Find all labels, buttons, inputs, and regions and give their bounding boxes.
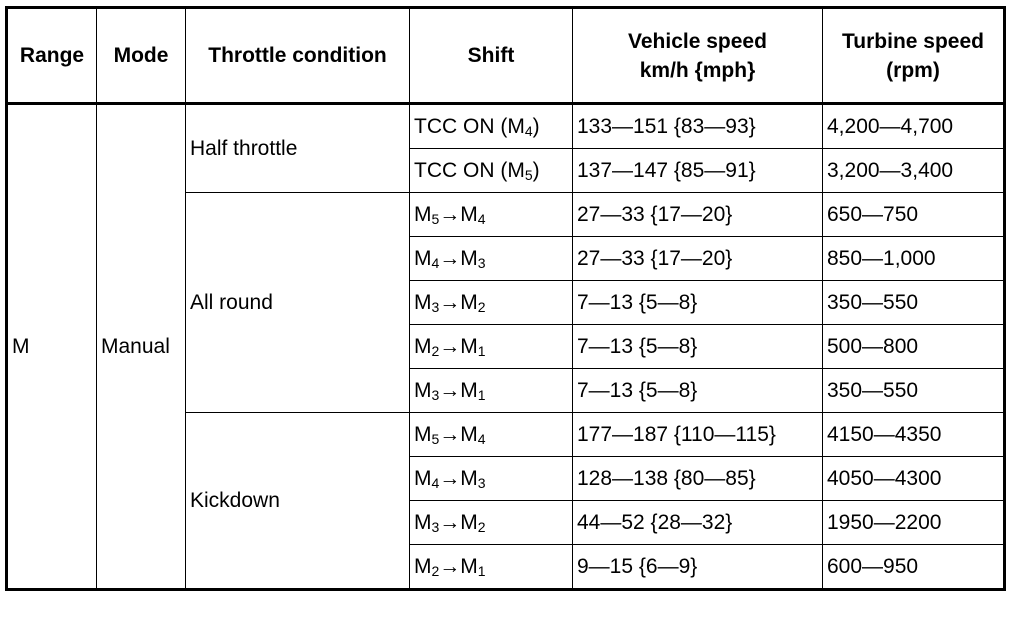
shift-cell: $M_5\to M_4$ [410,193,573,237]
vehicle-speed-cell: 7—13 {5—8} [573,369,823,413]
turbine-speed-cell: 650—750 [823,193,1005,237]
header-turbine-speed-unit: (rpm) [886,58,940,82]
shift-cell: TCC ON $(M_4)$ [410,104,573,149]
turbine-speed-cell: 4150—4350 [823,413,1005,457]
header-throttle-condition: Throttle condition [186,8,410,104]
shift-cell: $M_3\to M_2$ [410,501,573,545]
vehicle-speed-cell: 7—13 {5—8} [573,281,823,325]
turbine-speed-cell: 4050—4300 [823,457,1005,501]
vehicle-speed-cell: 9—15 {6—9} [573,545,823,590]
mode-cell: Manual [97,104,186,590]
turbine-speed-cell: 500—800 [823,325,1005,369]
header-vehicle-speed-unit: km/h {mph} [639,58,756,82]
shift-cell: $M_2\to M_1$ [410,545,573,590]
turbine-speed-cell: 850—1,000 [823,237,1005,281]
vehicle-speed-cell: 137—147 {85—91} [573,149,823,193]
turbine-speed-cell: 1950—2200 [823,501,1005,545]
shift-cell: $M_5\to M_4$ [410,413,573,457]
header-vehicle-speed [573,8,823,104]
shift-cell: TCC ON $(M_5)$ [410,149,573,193]
turbine-speed-cell: 600—950 [823,545,1005,590]
turbine-speed-cell: 4,200—4,700 [823,104,1005,149]
range-cell: M [7,104,97,590]
vehicle-speed-cell: 128—138 {80—85} [573,457,823,501]
header-range: Range [7,8,97,104]
header-mode: Mode [97,8,186,104]
turbine-speed-cell: 3,200—3,400 [823,149,1005,193]
throttle-half-cell: Half throttle [186,104,410,193]
throttle-kickdown-cell: Kickdown [186,413,410,590]
vehicle-speed-cell: 177—187 {110—115} [573,413,823,457]
shift-speed-table [5,6,1006,591]
vehicle-speed-cell: 133—151 {83—93} [573,104,823,149]
header-turbine-speed [823,8,1005,104]
shift-cell: $M_4\to M_3$ [410,457,573,501]
turbine-speed-cell: 350—550 [823,281,1005,325]
header-shift: Shift [410,8,573,104]
vehicle-speed-cell: 27—33 {17—20} [573,237,823,281]
header-vehicle-speed-title: Vehicle speed [628,29,767,53]
turbine-speed-cell: 350—550 [823,369,1005,413]
header-turbine-speed-title: Turbine speed [842,29,984,53]
vehicle-speed-cell: 7—13 {5—8} [573,325,823,369]
table-row [7,104,1005,149]
shift-cell: $M_3\to M_1$ [410,369,573,413]
vehicle-speed-cell: 44—52 {28—32} [573,501,823,545]
throttle-all-round-cell: All round [186,193,410,413]
shift-cell: $M_4\to M_3$ [410,237,573,281]
header-row [7,8,1005,104]
shift-cell: $M_2\to M_1$ [410,325,573,369]
shift-cell: $M_3\to M_2$ [410,281,573,325]
vehicle-speed-cell: 27—33 {17—20} [573,193,823,237]
